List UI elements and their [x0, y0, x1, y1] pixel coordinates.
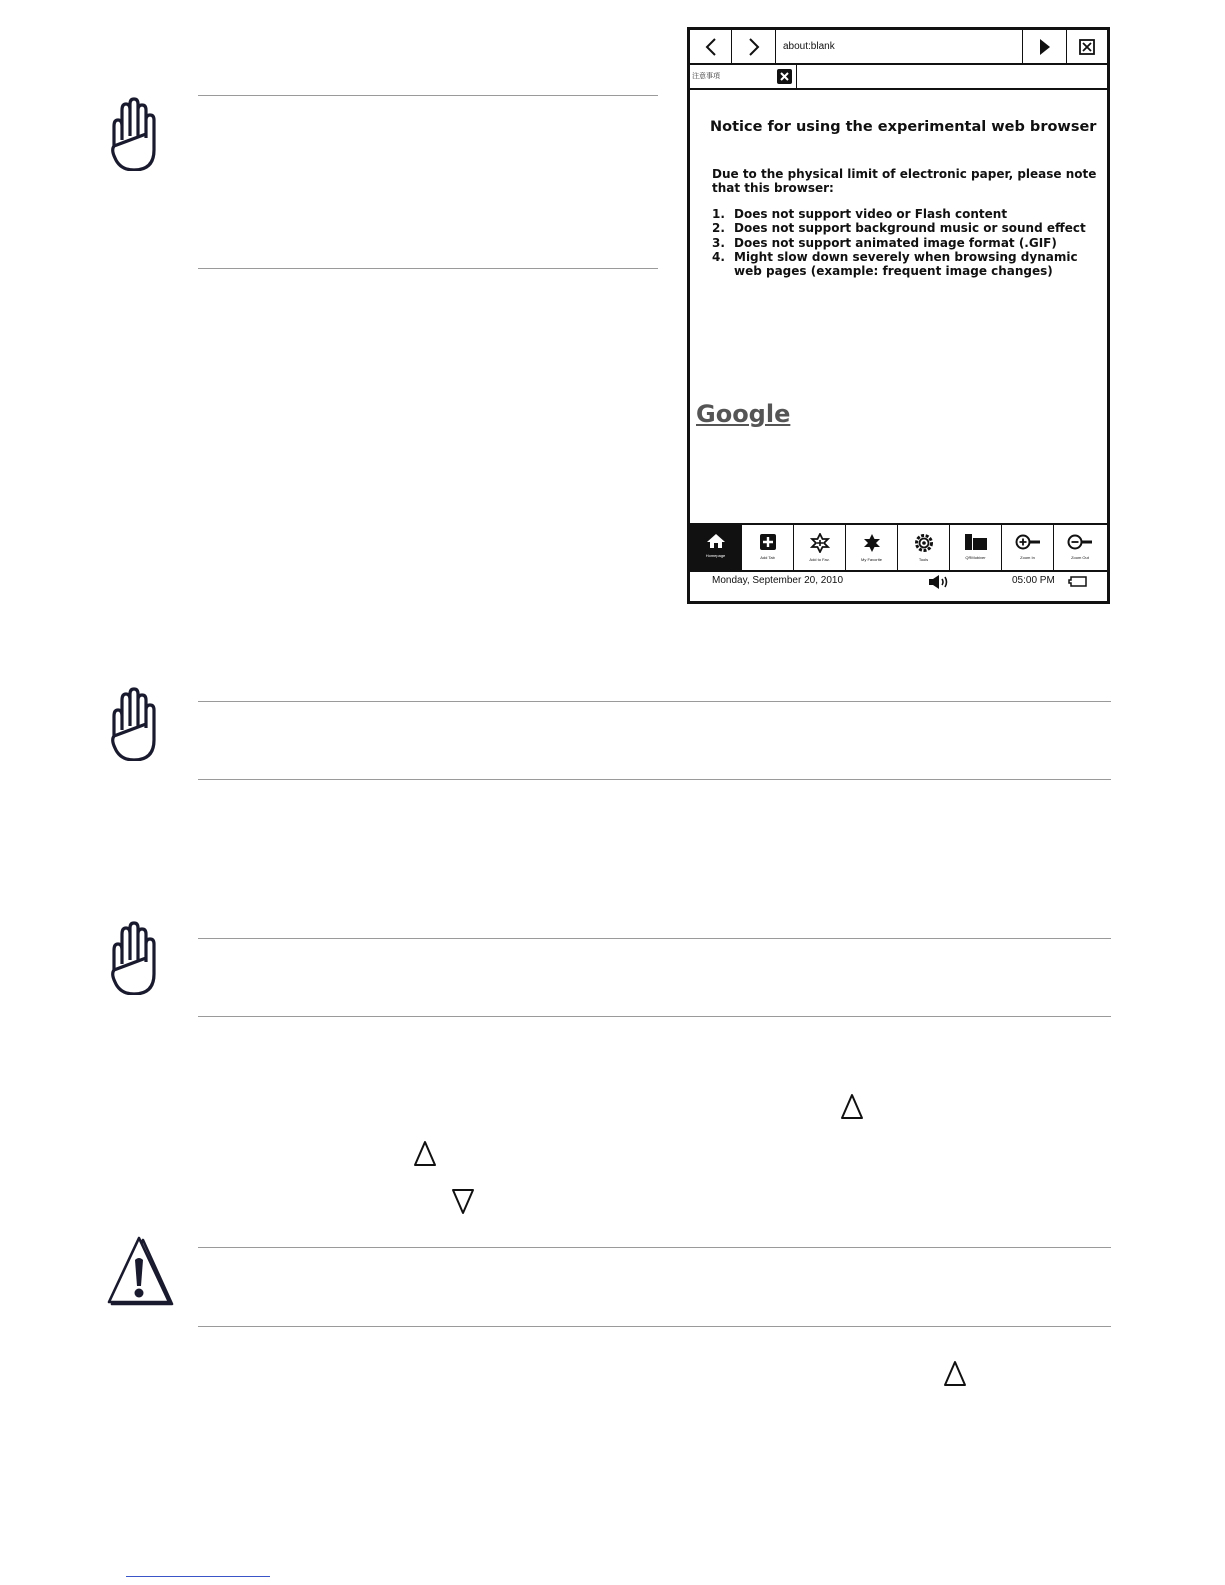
- folder-icon: [964, 533, 988, 551]
- footer-rule: [126, 1576, 270, 1577]
- status-time: 05:00 PM: [1012, 575, 1055, 586]
- tool-label: QRMobiver: [965, 555, 986, 560]
- zoom-in-icon: [1015, 533, 1041, 551]
- url-field[interactable]: about:blank: [783, 41, 835, 52]
- forward-button[interactable]: [732, 30, 776, 63]
- tool-label: Zoom In: [1020, 555, 1035, 560]
- play-icon: [1039, 38, 1051, 56]
- divider-line: [198, 938, 1111, 939]
- divider-line: [198, 95, 658, 96]
- notice-list: [712, 207, 1104, 278]
- close-icon: [777, 69, 792, 84]
- list-number: 3.: [712, 235, 725, 250]
- close-icon: [1079, 39, 1095, 55]
- browser-toolbar: [690, 30, 1107, 65]
- tool-label: Homepage: [705, 553, 726, 558]
- add-tab-icon: [759, 533, 777, 551]
- divider-line: [198, 701, 1111, 702]
- list-text: Does not support animated image format (.GIF): [734, 235, 1057, 250]
- zoom-out-icon: [1067, 533, 1093, 551]
- list-item: [712, 236, 1104, 250]
- divider-line: [198, 1326, 1111, 1327]
- tab-item[interactable]: [690, 65, 797, 88]
- list-text: Might slow down severely when browsing dynamic web pages (example: frequent image changes): [734, 249, 1078, 279]
- list-text: Does not support video or Flash content: [734, 207, 1008, 221]
- favorite-star-icon: [862, 533, 882, 553]
- divider-line: [198, 1247, 1111, 1248]
- notice-intro: Due to the physical limit of electronic paper, please note that this browser:: [712, 167, 1097, 195]
- divider-line: [198, 268, 658, 269]
- folder-button[interactable]: [950, 525, 1002, 570]
- add-favorite-button[interactable]: [794, 525, 846, 570]
- list-text: Does not support background music or sound effect: [734, 221, 1086, 236]
- list-item: [712, 250, 1104, 279]
- google-link[interactable]: Google: [696, 400, 791, 428]
- list-item: [712, 207, 1104, 221]
- zoom-out-button[interactable]: [1054, 525, 1106, 570]
- back-button[interactable]: [690, 30, 732, 63]
- hand-stop-icon: [106, 687, 158, 761]
- notice-title: Notice for using the experimental web browser: [710, 119, 1097, 135]
- battery-icon: [1068, 576, 1088, 587]
- home-icon: [706, 533, 726, 549]
- list-number: 1.: [712, 207, 725, 221]
- page-content: [690, 90, 1107, 555]
- tab-label: 注意事項: [692, 73, 720, 80]
- warning-icon: [106, 1236, 176, 1312]
- triangle-up-icon: [413, 1140, 437, 1168]
- add-favorite-icon: [810, 533, 830, 553]
- divider-line: [198, 779, 1111, 780]
- triangle-down-icon: [451, 1187, 475, 1215]
- my-favorite-button[interactable]: [846, 525, 898, 570]
- gear-icon: [914, 533, 934, 553]
- tab-bar: [690, 65, 1107, 90]
- triangle-up-icon: [840, 1093, 864, 1121]
- divider-line: [198, 1016, 1111, 1017]
- tool-label: Tools: [918, 557, 929, 562]
- list-number: 2.: [712, 221, 725, 236]
- hand-stop-icon: [106, 97, 158, 171]
- list-number: 4.: [712, 249, 725, 264]
- tool-label: Add Tab: [760, 555, 775, 560]
- status-date: Monday, September 20, 2010: [712, 575, 844, 586]
- close-browser-button[interactable]: [1066, 30, 1107, 63]
- tab-close-button[interactable]: [777, 69, 792, 84]
- homepage-button[interactable]: [690, 525, 742, 570]
- chevron-right-icon: [747, 38, 761, 56]
- status-bar: [690, 570, 1107, 601]
- tool-label: My Favorite: [861, 557, 882, 562]
- list-item: [712, 221, 1104, 235]
- zoom-in-button[interactable]: [1002, 525, 1054, 570]
- chevron-left-icon: [704, 38, 718, 56]
- add-tab-button[interactable]: [742, 525, 794, 570]
- go-button[interactable]: [1022, 30, 1067, 63]
- triangle-up-icon: [943, 1360, 967, 1388]
- tools-button[interactable]: [898, 525, 950, 570]
- bottom-toolbar: [690, 523, 1107, 572]
- speaker-icon[interactable]: [928, 575, 950, 589]
- tool-label: Zoom Out: [1071, 555, 1089, 560]
- hand-stop-icon: [106, 921, 158, 995]
- ereader-browser-screen: [687, 27, 1110, 604]
- tool-label: Add to Fav.: [809, 557, 830, 562]
